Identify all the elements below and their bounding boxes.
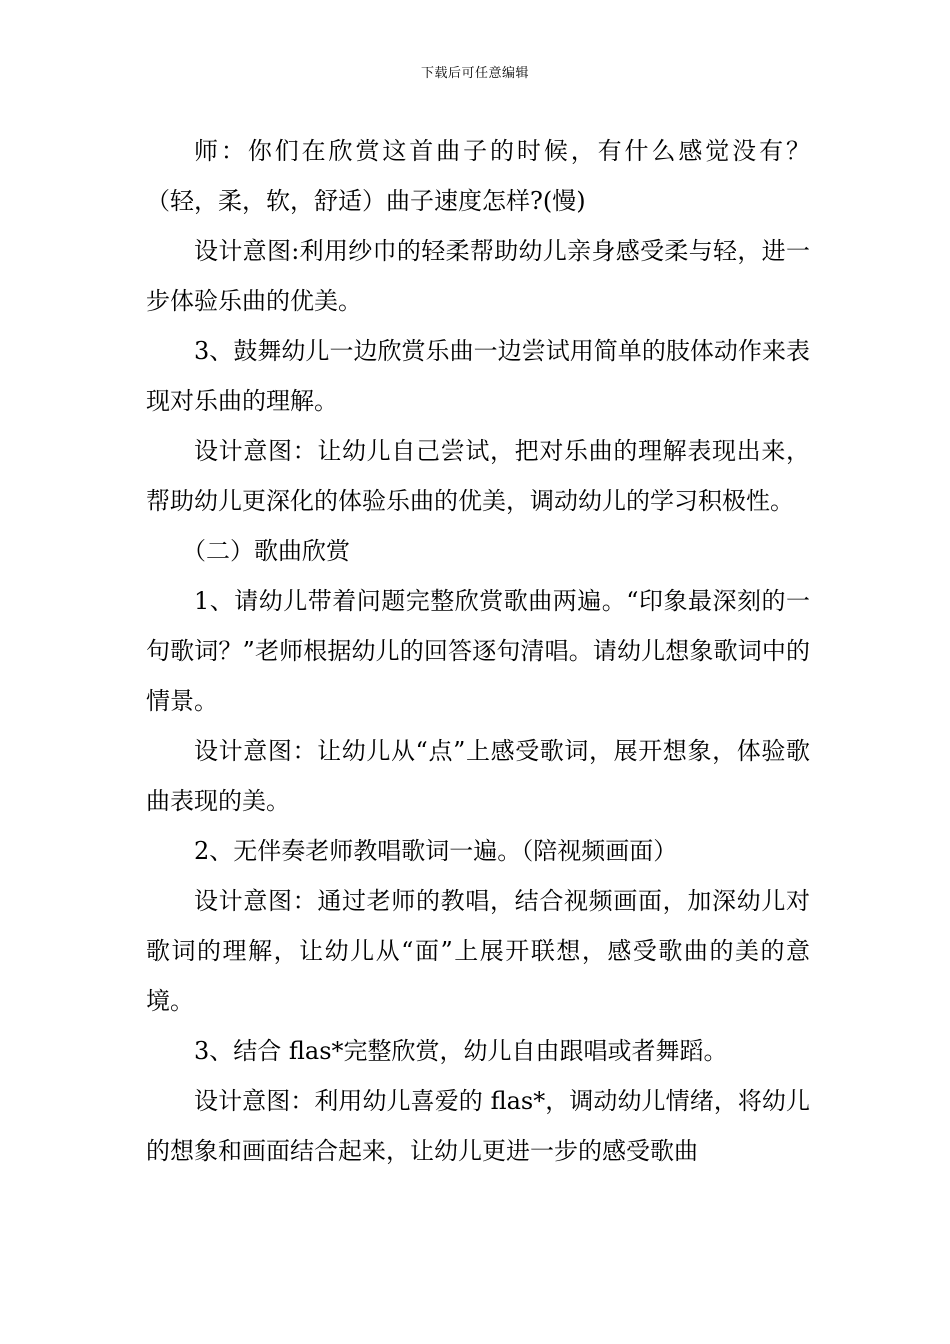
paragraph-design-intent-3: 设计意图：让幼儿从“点”上感受歌词，展开想象，体验歌曲表现的美。 <box>146 737 810 815</box>
paragraph-design-intent-5: 设计意图：利用幼儿喜爱的 flas*，调动幼儿情绪，将幼儿的想象和画面结合起来，让幼儿更进一步的感受歌曲 <box>146 1087 810 1165</box>
section-heading-song-appreciation: （二）歌曲欣赏 <box>182 537 350 565</box>
paragraph-teacher-question: 师：你们在欣赏这首曲子的时候，有什么感觉没有？（轻，柔，软，舒适）曲子速度怎样?(慢) <box>146 137 810 215</box>
paragraph-design-intent-2: 设计意图：让幼儿自己尝试，把对乐曲的理解表现出来，帮助幼儿更深化的体验乐曲的优美，调动幼儿的学习积极性。 <box>146 437 810 515</box>
paragraph-step-3-movement: 3、鼓舞幼儿一边欣赏乐曲一边尝试用简单的肢体动作来表现对乐曲的理解。 <box>146 337 810 415</box>
paragraph-step-1-song: 1、请幼儿带着问题完整欣赏歌曲两遍。“印象最深刻的一句歌词？”老师根据幼儿的回答逐句清唱。请幼儿想象歌词中的情景。 <box>146 587 810 715</box>
page-header: 下载后可任意编辑 <box>420 66 529 81</box>
paragraph-design-intent-1: 设计意图:利用纱巾的轻柔帮助幼儿亲身感受柔与轻，进一步体验乐曲的优美。 <box>146 237 810 315</box>
paragraph-step-3-flash: 3、结合 flas*完整欣赏，幼儿自由跟唱或者舞蹈。 <box>194 1037 728 1065</box>
paragraph-step-2-teach: 2、无伴奏老师教唱歌词一遍。（陪视频画面） <box>194 837 678 865</box>
document-body <box>146 126 810 1176</box>
paragraph-design-intent-4: 设计意图：通过老师的教唱，结合视频画面，加深幼儿对歌词的理解，让幼儿从“面”上展开联想，感受歌曲的美的意境。 <box>146 887 810 1015</box>
